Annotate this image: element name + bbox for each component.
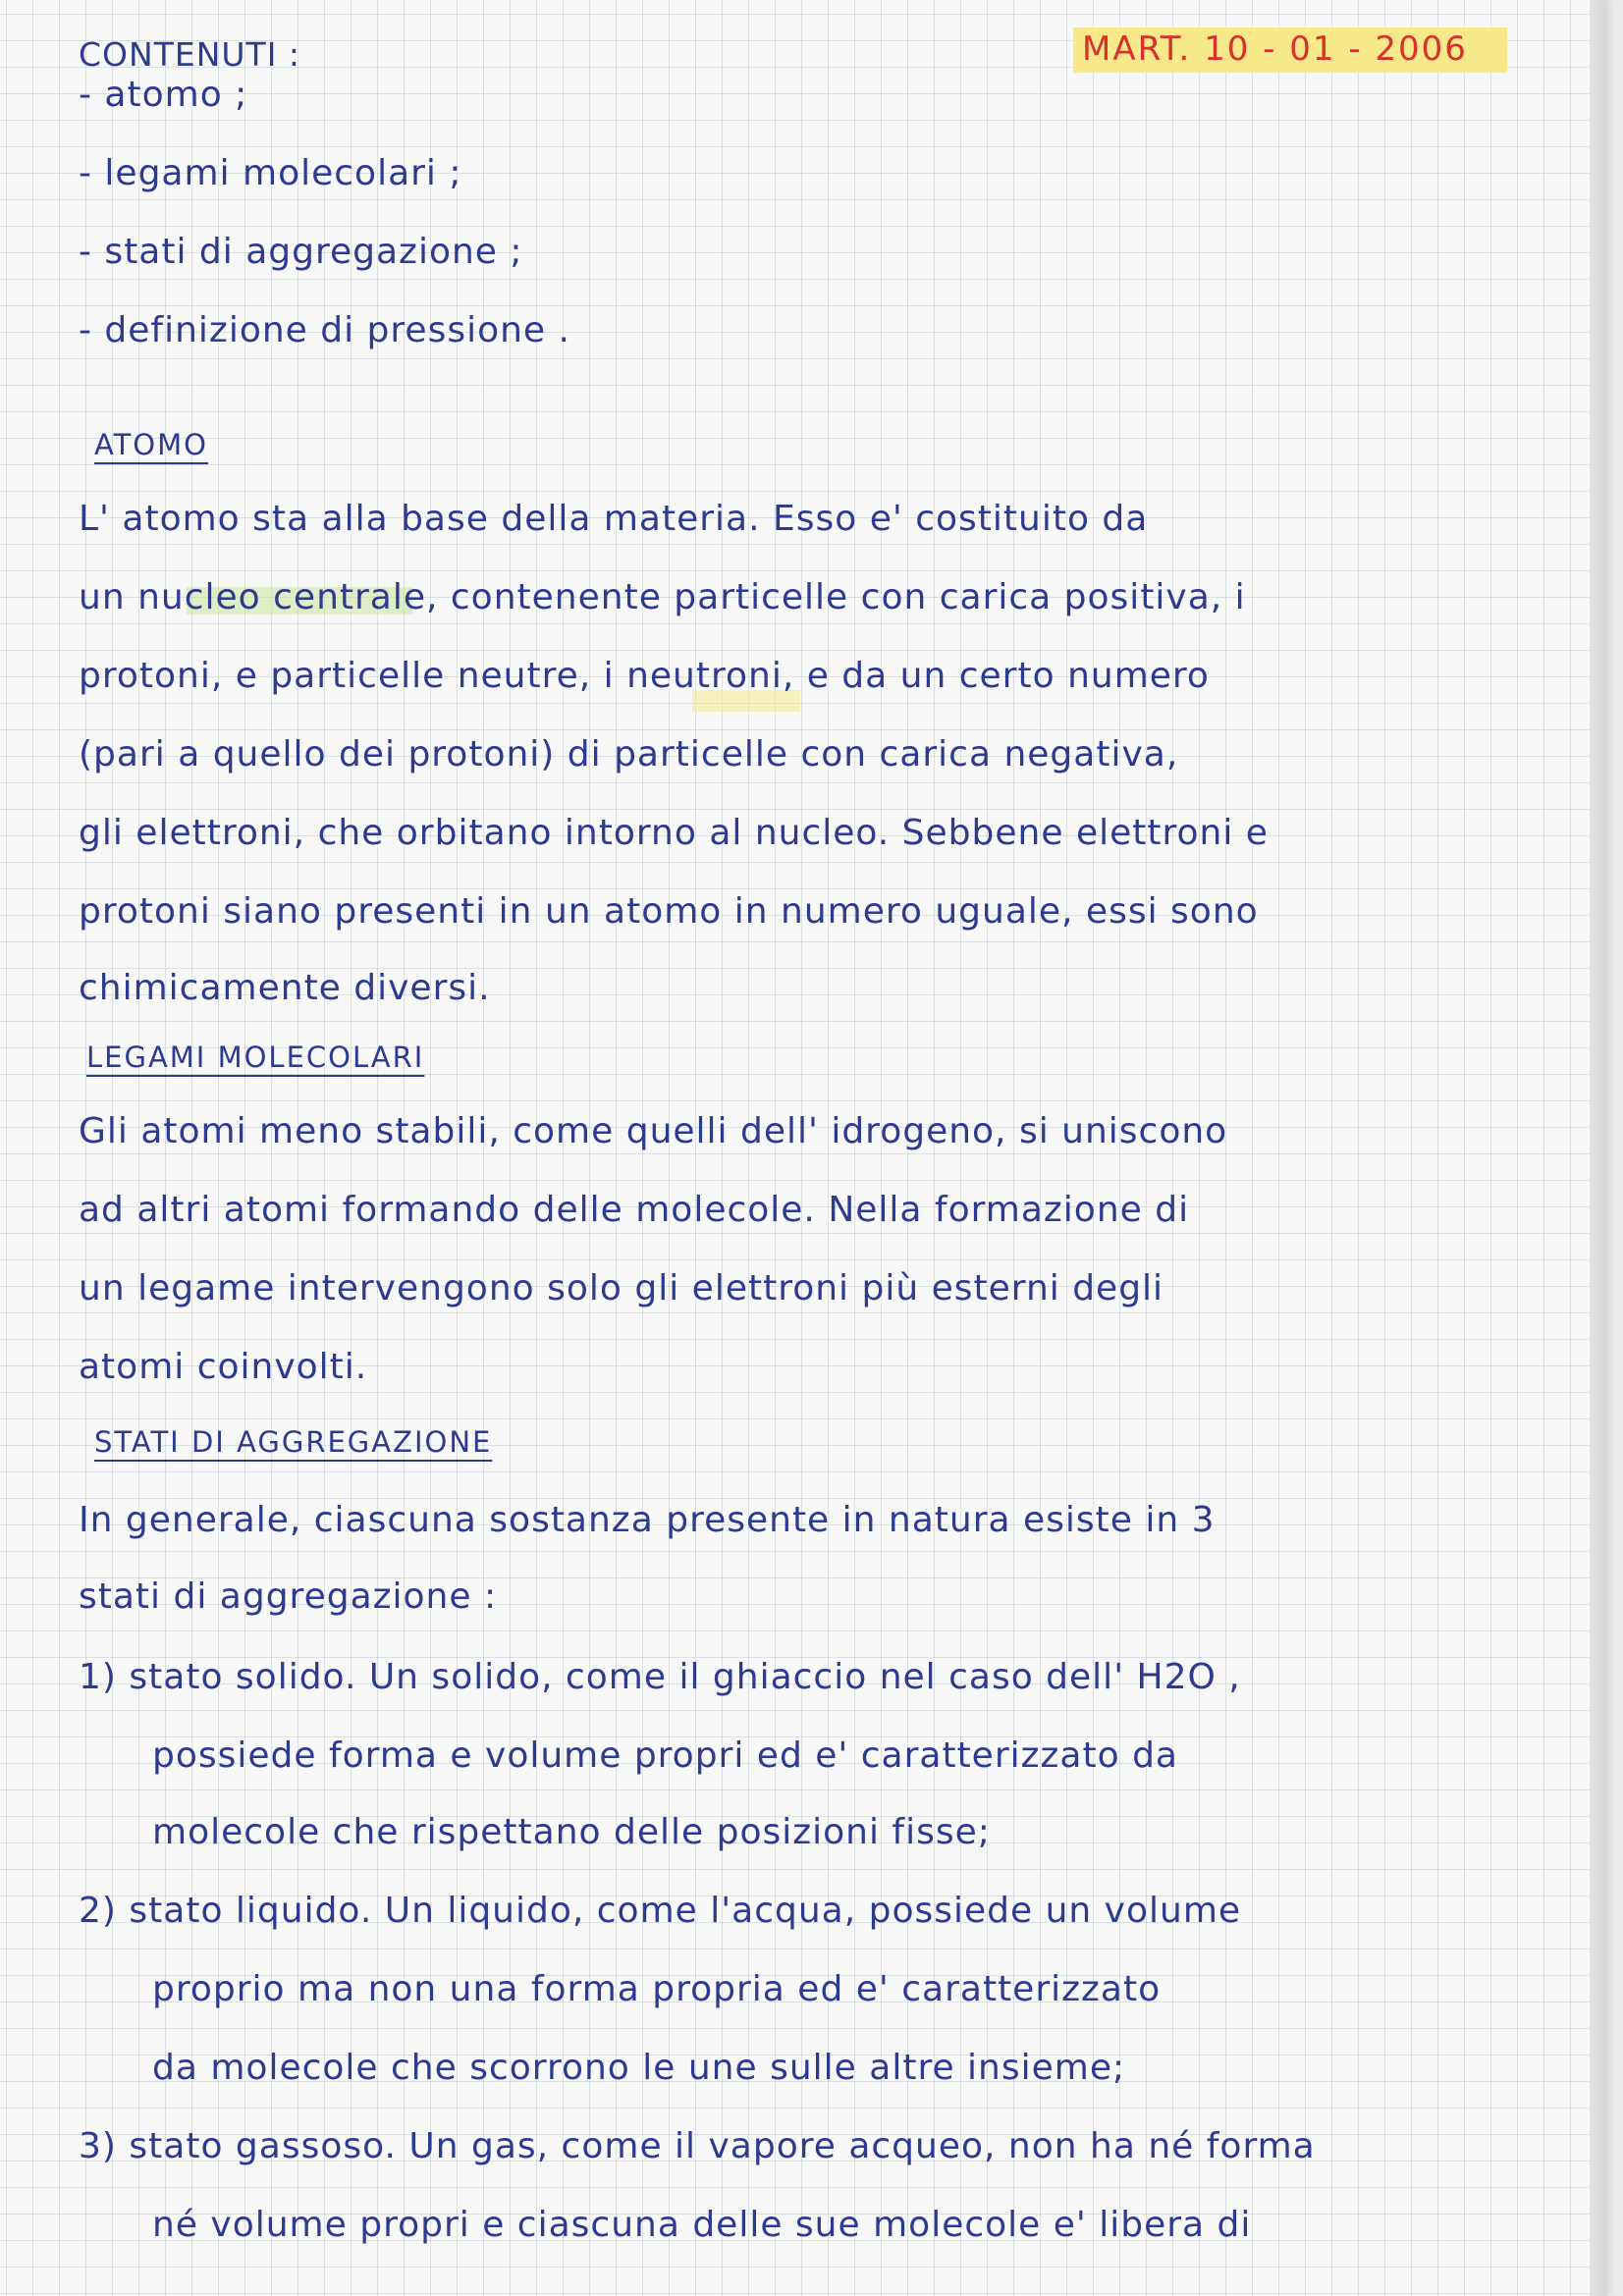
contents-item-stati: - stati di aggregazione ; <box>79 232 523 272</box>
stati-line: molecole che rispettano delle posizioni fisse; <box>152 1812 991 1852</box>
stati-item-liquido: 2) stato liquido. Un liquido, come l'acqua, possiede un volume <box>79 1891 1242 1931</box>
page-edge <box>1590 0 1606 2296</box>
contents-item-pressione: - definizione di pressione . <box>79 310 570 350</box>
section-heading-legami: LEGAMI MOLECOLARI <box>86 1041 425 1074</box>
stati-item-gassoso: 3) stato gassoso. Un gas, come il vapore acqueo, non ha né forma <box>79 2126 1316 2166</box>
atomo-line: protoni siano presenti in un atomo in numero uguale, essi sono <box>79 891 1259 932</box>
stati-line: da molecole che scorrono le une sulle altre insieme; <box>152 2048 1126 2088</box>
section-heading-atomo: ATOMO <box>94 428 208 461</box>
legami-line: un legame intervengono solo gli elettroni più esterni degli <box>79 1268 1164 1308</box>
atomo-line: protoni, e particelle neutre, i neutroni, e da un certo numero <box>79 656 1210 696</box>
contents-item-atomo: - atomo ; <box>79 75 248 115</box>
atomo-line: (pari a quello dei protoni) di particelle con carica negativa, <box>79 734 1179 774</box>
contents-item-legami: - legami molecolari ; <box>79 153 462 193</box>
atomo-line: chimicamente diversi. <box>79 968 491 1008</box>
date-text: MART. 10 - 01 - 2006 <box>1082 29 1468 69</box>
stati-line: proprio ma non una forma propria ed e' caratterizzato <box>152 1969 1162 2009</box>
atomo-line: un nucleo centrale, contenente particelle con carica positiva, i <box>79 577 1246 617</box>
stati-line: In generale, ciascuna sostanza presente in natura esiste in 3 <box>79 1500 1216 1540</box>
legami-line: Gli atomi meno stabili, come quelli dell' idrogeno, si uniscono <box>79 1111 1228 1151</box>
legami-line: ad altri atomi formando delle molecole. Nella formazione di <box>79 1190 1190 1230</box>
atomo-line: L' atomo sta alla base della materia. Esso e' costituito da <box>79 499 1149 539</box>
section-heading-stati: STATI DI AGGREGAZIONE <box>94 1425 493 1459</box>
stati-line: possiede forma e volume propri ed e' caratterizzato da <box>152 1735 1178 1776</box>
stati-line: né volume propri e ciascuna delle sue molecole e' libera di <box>152 2205 1252 2245</box>
stati-line: stati di aggregazione : <box>79 1576 498 1617</box>
atomo-line: gli elettroni, che orbitano intorno al nucleo. Sebbene elettroni e <box>79 813 1269 853</box>
legami-line: atomi coinvolti. <box>79 1347 368 1387</box>
contents-label: CONTENUTI : <box>79 35 301 74</box>
stati-item-solido: 1) stato solido. Un solido, come il ghiaccio nel caso dell' H2O , <box>79 1657 1241 1697</box>
